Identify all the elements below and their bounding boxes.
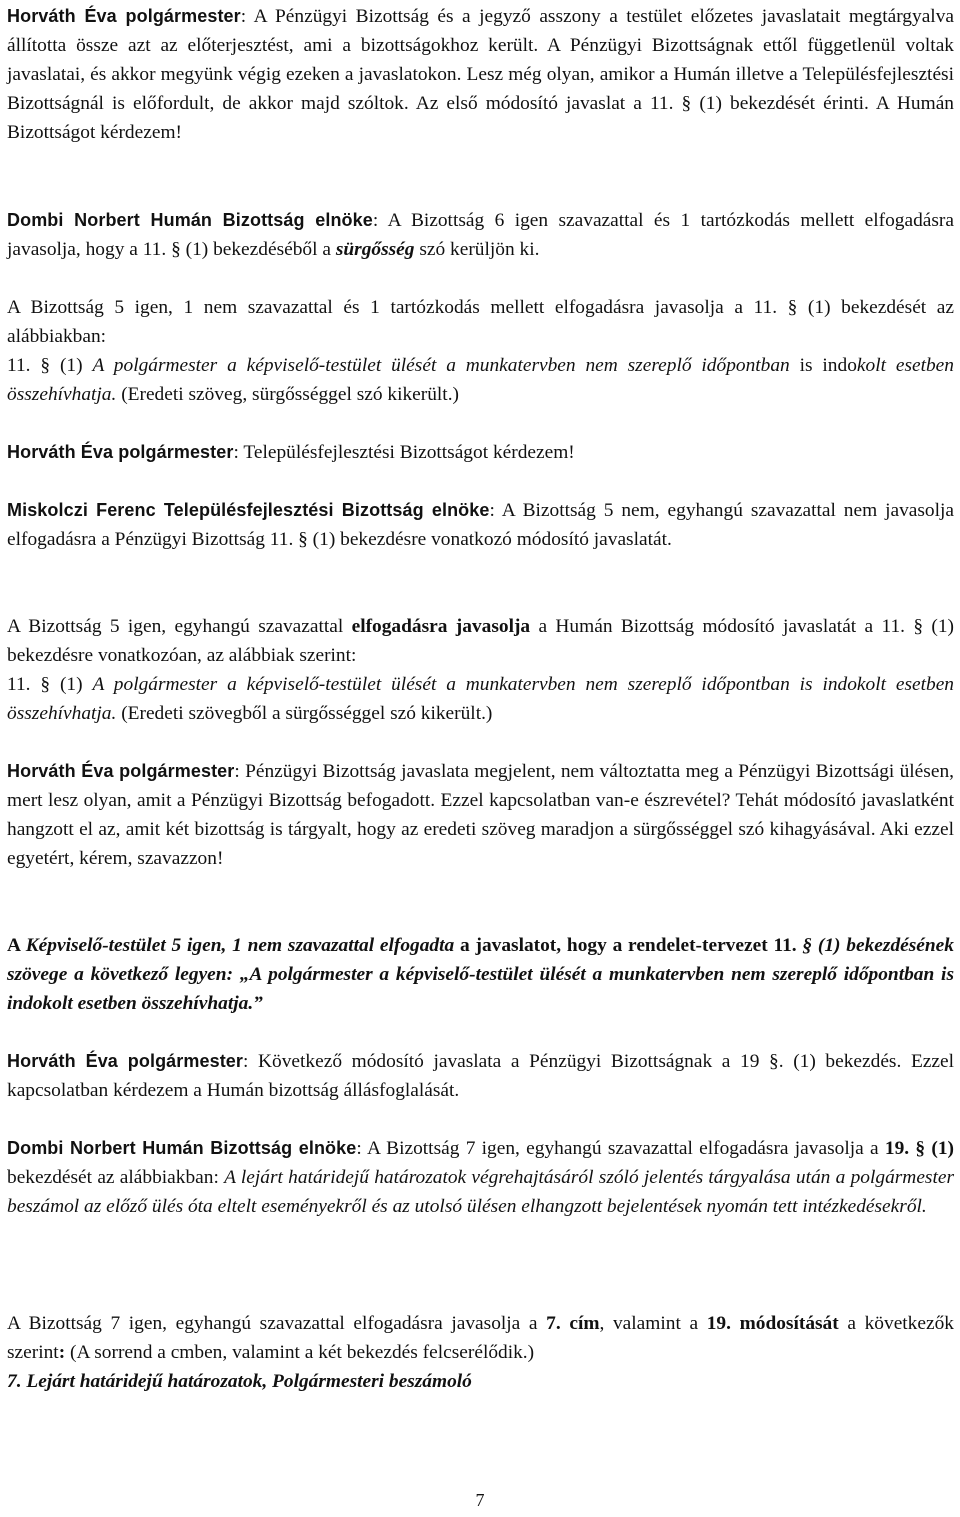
text-run: 19. módosítását: [706, 1313, 839, 1334]
paragraph-p9: [7, 757, 954, 873]
text-run: A lejárt határidejű határozatok végrehajtásáról szóló jelentés tárgyalása után a polgármester beszámol az előző ülés óta eltelt eseményekről és az utolsó ülésen elhangzott bejelentések nyomán tett intézkedésekről.: [7, 1167, 955, 1217]
text-run: szó kerüljön ki.: [414, 239, 540, 260]
text-run: a következők szerint: [7, 1313, 954, 1363]
text-run: elfogadásra javasolja: [351, 616, 531, 637]
paragraph-p11: [7, 1047, 954, 1105]
text-run: 11. § (1): [7, 355, 93, 376]
paragraph-p5: [7, 438, 954, 467]
text-run: (Eredeti szövegből a sürgősséggel szó kikerült.): [116, 703, 493, 724]
paragraph-p14: [7, 1367, 954, 1396]
text-run: 7. Lejárt határidejű határozatok, Polgármesteri beszámoló: [7, 1371, 472, 1392]
text-run: : A Pénzügyi Bizottság és a jegyző asszony a testület előzetes javaslatait megtárgyalva állította össze azt az előterjesztést, ami a bizottságokhoz került. A Pénzügyi Bizottságnak ettől függetlenül voltak javaslatai, és akkor megyünk végig ezeken a javaslatokon. Lesz még olyan, amikor a Humán illetve a Településfejlesztési Bizottságnál is előfordult, de akkor majd szóltok. Az első módosító javaslat a 11. § (1) bekezdését érinti. A Humán Bizottságot kérdezem!: [7, 6, 954, 143]
text-run: , valamint a: [599, 1313, 707, 1334]
speaker-name: Horváth Éva polgármester: [7, 442, 234, 462]
paragraph-p3: [7, 293, 954, 351]
paragraph-p8: [7, 670, 954, 728]
text-run: (Eredeti szöveg, sürgősséggel szó kikerült.): [116, 384, 460, 405]
text-run: 7. cím: [546, 1313, 600, 1334]
page-number: 7: [475, 1490, 485, 1510]
paragraph-p12: [7, 1134, 954, 1221]
text-run: (A sorrend a cmben, valamint a két bekezdés felcserélődik.): [65, 1342, 535, 1363]
text-run: 11. § (1): [7, 674, 93, 695]
text-run: bekezdését az alábbiakban:: [7, 1167, 225, 1188]
text-run: : Településfejlesztési Bizottságot kérdezem!: [233, 442, 575, 463]
speaker-name: Dombi Norbert Humán Bizottság elnöke: [7, 210, 373, 230]
text-run: 19. § (1): [884, 1138, 954, 1159]
text-run: : A Bizottság 5 nem, egyhangú szavazattal nem javasolja elfogadásra a Pénzügyi Bizottság 11. § (1) bekezdésre vonatkozó módosító javaslatát.: [7, 500, 954, 550]
paragraph-p13: [7, 1309, 954, 1367]
speaker-name: Horváth Éva polgármester: [7, 761, 235, 781]
text-run: A Bizottság 7 igen, egyhangú szavazattal elfogadásra javasolja a: [7, 1313, 547, 1334]
speaker-name: Dombi Norbert Humán Bizottság elnöke: [7, 1138, 357, 1158]
text-run: : A Bizottság 7 igen, egyhangú szavazattal elfogadásra javasolja a: [356, 1138, 885, 1159]
paragraph-p2: [7, 206, 954, 264]
text-run: § (1) bekezdésének szövege a következő legyen: „A polgármester a képviselő-testület ülését a munkatervben nem szereplő időpontban is indokolt esetben összehívhatja.”: [7, 935, 954, 1014]
text-run: :: [58, 1342, 66, 1363]
text-run: kolt esetben összehívhatja.: [7, 355, 954, 405]
paragraph-p6: [7, 496, 954, 554]
text-run: sürgősség: [335, 239, 415, 260]
text-run: A Bizottság 5 igen, egyhangú szavazattal: [7, 616, 352, 637]
text-run: : Pénzügyi Bizottság javaslata megjelent, nem változtatta meg a Pénzügyi Bizottsági ülésen, mert lesz olyan, amit a Pénzügyi Bizottság befogadott. Ezzel kapcsolatban van-e észrevétel? Tehát módosító javaslatként hangzott el az, amit két bizottság is tárgyalt, hogy az eredeti szöveg maradjon a sürgősséggel szó kihagyásával. Aki ezzel egyetért, kérem, szavazzon!: [7, 761, 954, 869]
paragraph-p1: [7, 2, 954, 147]
text-run: a javaslatot, hogy a rendelet-tervezet 11.: [454, 935, 803, 956]
text-run: Képviselő-testület 5 igen, 1 nem szavazattal elfogadta: [25, 935, 455, 956]
text-run: A: [7, 935, 26, 956]
speaker-name: Horváth Éva polgármester: [7, 6, 241, 26]
speaker-name: Horváth Éva polgármester: [7, 1051, 244, 1071]
text-run: : Következő módosító javaslata a Pénzügyi Bizottságnak a 19 §. (1) bekezdés. Ezzel kapcsolatban kérdezem a Humán bizottság állásfoglalását.: [7, 1051, 954, 1101]
text-run: A Bizottság 5 igen, 1 nem szavazattal és 1 tartózkodás mellett elfogadásra javasolja a 11. § (1) bekezdését az alábbiakban:: [7, 297, 954, 347]
speaker-name: Miskolczi Ferenc Településfejlesztési Bizottság elnöke: [7, 500, 490, 520]
paragraph-p7: [7, 612, 954, 670]
text-run: A polgármester a képviselő-testület ülését a munkatervben nem szereplő időpontban is indokolt esetben összehívhatja.: [7, 674, 954, 724]
text-run: is indo: [789, 355, 857, 376]
text-run: : A Bizottság 6 igen szavazattal és 1 tartózkodás mellett elfogadásra javasolja, hogy a 11. § (1) bekezdéséből a: [7, 210, 954, 260]
paragraph-p10: [7, 931, 954, 1018]
text-run: a Humán Bizottság módosító javaslatát a 11. § (1) bekezdésre vonatkozóan, az alábbiak szerint:: [7, 616, 954, 666]
text-run: A polgármester a képviselő-testület ülését a munkatervben nem szereplő időpontban: [92, 355, 790, 376]
paragraph-p4: [7, 351, 954, 409]
